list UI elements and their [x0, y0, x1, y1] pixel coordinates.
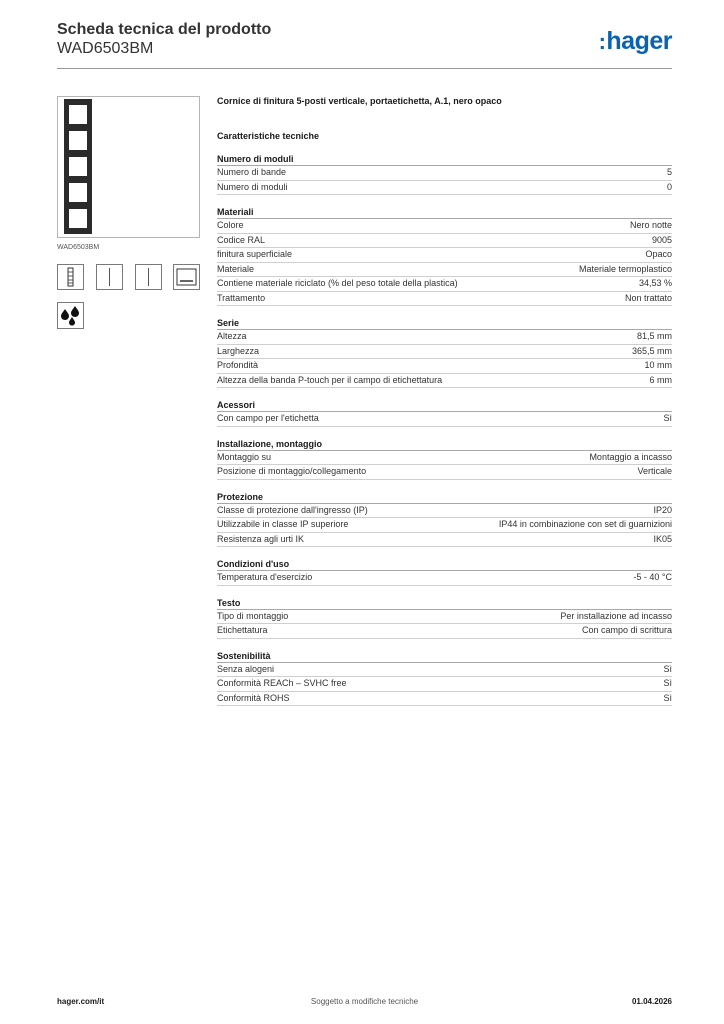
- spec-row: [217, 330, 672, 345]
- vertical-strip-icon: [57, 264, 84, 290]
- spec-row: [217, 663, 672, 678]
- spec-label: Altezza della banda P-touch per il campo di etichettatura: [217, 374, 443, 385]
- spec-row: [217, 248, 672, 263]
- cover-slot: [69, 105, 87, 124]
- spec-label: Classe di protezione dall'ingresso (IP): [217, 504, 368, 515]
- spec-label: Montaggio su: [217, 451, 272, 462]
- section-title: Acessori: [217, 399, 672, 412]
- spec-label: Con campo per l'etichetta: [217, 413, 319, 423]
- footer-website[interactable]: hager.com/it: [57, 997, 105, 1006]
- spec-section: [217, 438, 672, 480]
- spec-label: Colore: [217, 220, 244, 230]
- spec-value: 34,53 %: [638, 278, 672, 288]
- spec-value: Sì: [663, 678, 672, 688]
- spec-row: [217, 359, 672, 374]
- spec-row: [217, 181, 672, 196]
- spec-label: Contiene materiale riciclato (% del peso totale della plastica): [217, 278, 458, 288]
- spec-section: [217, 153, 672, 195]
- water-drops-icon: [57, 302, 84, 329]
- spec-value: Materiale termoplastico: [578, 263, 672, 274]
- spec-value: Sì: [663, 663, 672, 674]
- spec-label: Larghezza: [217, 345, 260, 356]
- spec-section: [217, 558, 672, 586]
- spec-label: Codice RAL: [217, 234, 266, 245]
- spec-row: [217, 504, 672, 519]
- spec-label: finitura superficiale: [217, 249, 293, 259]
- section-title: Protezione: [217, 491, 672, 504]
- spec-row: [217, 412, 672, 427]
- spec-section: [217, 597, 672, 639]
- spec-value: 365,5 mm: [631, 345, 672, 356]
- spec-label: Altezza: [217, 331, 247, 341]
- spec-label: Temperatura d'esercizio: [217, 572, 313, 582]
- spec-label: Conformità ROHS: [217, 692, 290, 703]
- spec-row: [217, 451, 672, 466]
- spec-row: [217, 624, 672, 639]
- footer-date: 01.04.2026: [631, 997, 672, 1006]
- spec-row: [217, 571, 672, 586]
- spec-section: [217, 650, 672, 707]
- spec-value: IK05: [653, 533, 672, 544]
- spec-value: 0: [666, 181, 672, 192]
- logo-dots: :: [598, 29, 606, 54]
- spec-row: [217, 518, 672, 533]
- cover-slot: [69, 183, 87, 202]
- hager-logo[interactable]: [599, 27, 672, 56]
- spec-label: Senza alogeni: [217, 663, 275, 674]
- spec-row: [217, 263, 672, 278]
- cover-slot: [69, 131, 87, 150]
- spec-label: Numero di moduli: [217, 181, 288, 192]
- spec-row: [217, 277, 672, 292]
- spec-value: Verticale: [637, 466, 672, 476]
- page-title: Scheda tecnica del prodotto: [57, 21, 272, 38]
- page-header: [57, 20, 672, 68]
- spec-label: Resistenza agli urti IK: [217, 533, 305, 544]
- footer-note: Soggetto a modifiche tecniche: [310, 997, 419, 1006]
- section-title: Serie: [217, 317, 672, 330]
- spec-section: [217, 317, 672, 388]
- spec-row: [217, 219, 672, 234]
- section-title: Materiali: [217, 206, 672, 219]
- spec-value: Per installazione ad incasso: [560, 610, 672, 621]
- section-title: Condizioni d'uso: [217, 558, 672, 571]
- spec-label: Tipo di montaggio: [217, 610, 289, 621]
- spec-section: [217, 206, 672, 306]
- spec-row: [217, 166, 672, 181]
- spec-row: [217, 234, 672, 249]
- spec-row: [217, 292, 672, 307]
- spec-section: [217, 491, 672, 548]
- header-divider: [57, 68, 672, 69]
- spec-row: [217, 465, 672, 480]
- spec-value: -5 - 40 °C: [633, 572, 672, 582]
- spec-label: Conformità REACh – SVHC free: [217, 678, 347, 688]
- spec-row: [217, 533, 672, 548]
- label-plate-icon: [173, 264, 200, 290]
- spec-value: 10 mm: [644, 360, 672, 370]
- image-caption: WAD6503BM: [57, 244, 100, 251]
- cover-slot: [69, 209, 87, 228]
- product-code-heading: WAD6503BM: [57, 40, 154, 57]
- spec-label: Numero di bande: [217, 167, 287, 177]
- spec-value: Con campo di scrittura: [581, 625, 672, 635]
- product-image: [57, 96, 200, 238]
- spec-row: [217, 610, 672, 625]
- spec-label: Materiale: [217, 263, 255, 274]
- spec-value: Montaggio a incasso: [589, 451, 672, 462]
- section-title: Numero di moduli: [217, 153, 672, 166]
- spec-value: IP20: [653, 504, 672, 515]
- spec-row: [217, 374, 672, 389]
- spec-label: Utilizzabile in classe IP superiore: [217, 519, 349, 529]
- section-title: Testo: [217, 597, 672, 610]
- single-line-icon: [135, 264, 162, 290]
- spec-value: IP44 in combinazione con set di guarnizioni: [498, 519, 672, 529]
- spec-sections: [217, 153, 672, 706]
- spec-row: [217, 345, 672, 360]
- spec-label: Posizione di montaggio/collegamento: [217, 466, 367, 476]
- specs-heading: Caratteristiche tecniche: [217, 131, 320, 141]
- spec-value: Sì: [663, 413, 672, 423]
- spec-content: [217, 94, 672, 706]
- logo-text: hager: [606, 27, 672, 55]
- spec-value: 5: [666, 167, 672, 177]
- cover-frame-graphic: [64, 99, 92, 234]
- spec-value: Non trattato: [624, 292, 672, 303]
- single-line-icon: [96, 264, 123, 290]
- cover-slot: [69, 157, 87, 176]
- spec-value: 9005: [651, 234, 672, 245]
- section-title: Sostenibilità: [217, 650, 672, 663]
- spec-label: Trattamento: [217, 292, 266, 303]
- spec-value: Nero notte: [629, 220, 672, 230]
- spec-row: [217, 692, 672, 707]
- spec-label: Profondità: [217, 360, 259, 370]
- spec-row: [217, 677, 672, 692]
- spec-value: Opaco: [645, 249, 672, 259]
- spec-label: Etichettatura: [217, 625, 268, 635]
- product-description: Cornice di finitura 5-posti verticale, portaetichetta, A.1, nero opaco: [217, 96, 502, 106]
- section-title: Installazione, montaggio: [217, 438, 672, 451]
- spec-value: Sì: [663, 692, 672, 703]
- spec-section: [217, 399, 672, 427]
- spec-value: 81,5 mm: [636, 331, 672, 341]
- spec-value: 6 mm: [649, 374, 672, 385]
